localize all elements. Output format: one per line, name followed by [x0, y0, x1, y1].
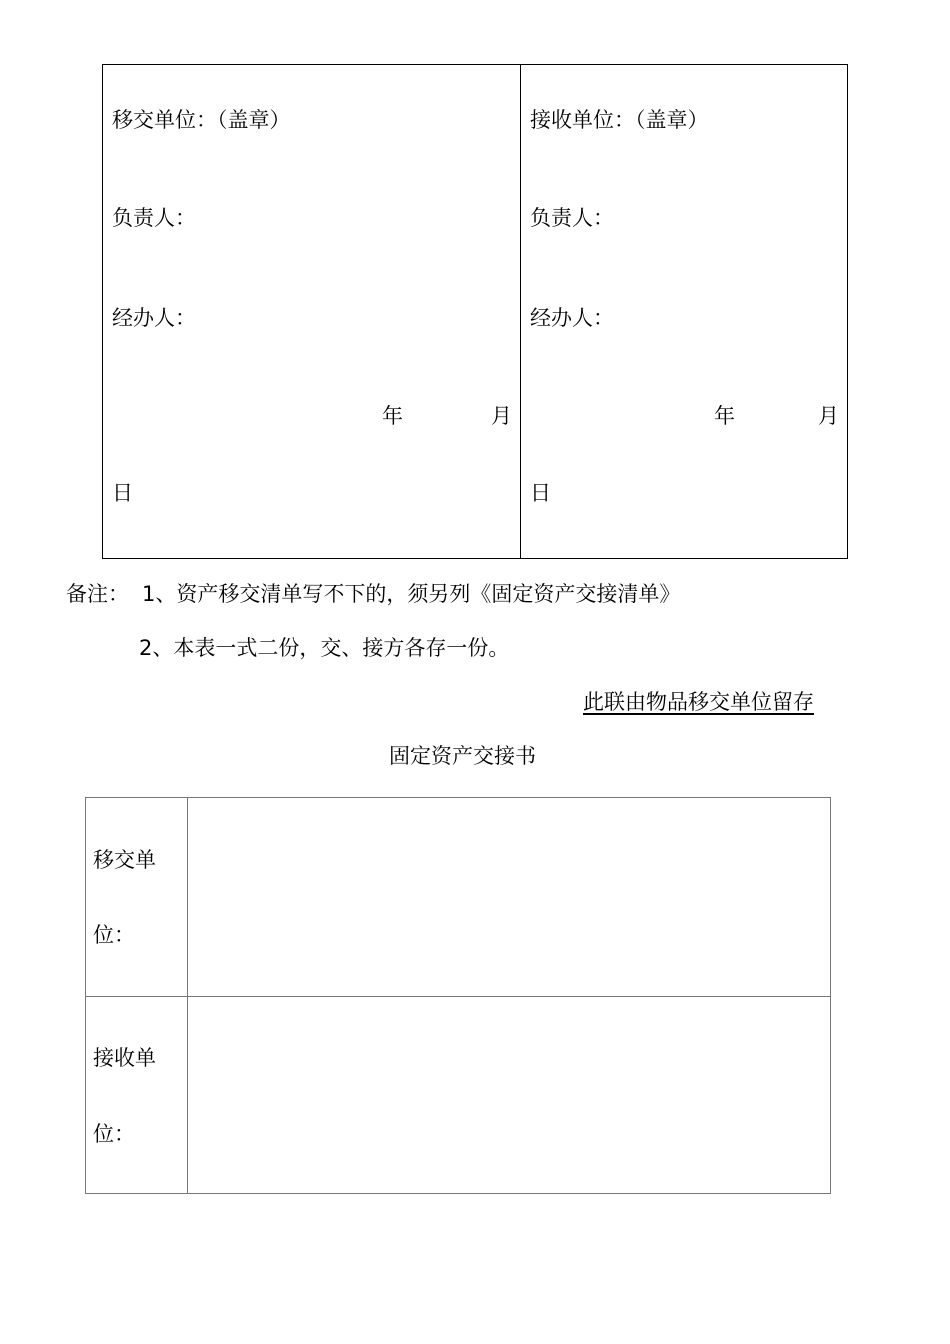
- receiver-handler-label: 经办人：: [530, 306, 614, 330]
- receiver-manager-label: 负责人：: [530, 206, 614, 230]
- transfer-unit-value-cell[interactable]: [188, 798, 831, 996]
- receiver-year-label: 年: [714, 404, 735, 428]
- receiver-unit-seal-label: 接收单位：（盖章）: [530, 108, 709, 132]
- transfer-unit-label-line-1: 移交单: [93, 848, 156, 872]
- transfer-handler-label: 经办人：: [112, 306, 196, 330]
- handover-table: [85, 797, 831, 1194]
- receiver-unit-label-line-2: 位：: [93, 1122, 135, 1146]
- receiver-month-label: 月: [818, 404, 839, 428]
- signature-table: [102, 64, 848, 559]
- transfer-year-label: 年: [382, 404, 403, 428]
- receiver-unit-value-cell[interactable]: [188, 997, 831, 1194]
- transfer-manager-label: 负责人：: [112, 206, 196, 230]
- retention-note: 此联由物品移交单位留存: [583, 690, 814, 714]
- signature-table-divider: [520, 65, 521, 558]
- transfer-unit-label-line-2: 位：: [93, 923, 135, 947]
- notes-line-2: 2、本表一式二份，交、接方各存一份。: [139, 636, 510, 660]
- receiver-day-label: 日: [530, 481, 551, 505]
- transfer-unit-seal-label: 移交单位：（盖章）: [112, 108, 291, 132]
- notes-line-1: 1、资产移交清单写不下的，须另列《固定资产交接清单》: [142, 582, 681, 606]
- transfer-day-label: 日: [112, 481, 133, 505]
- receiver-unit-label-line-1: 接收单: [93, 1046, 156, 1070]
- form-title: 固定资产交接书: [389, 744, 536, 768]
- notes-prefix: 备注：: [66, 582, 129, 606]
- transfer-month-label: 月: [491, 404, 512, 428]
